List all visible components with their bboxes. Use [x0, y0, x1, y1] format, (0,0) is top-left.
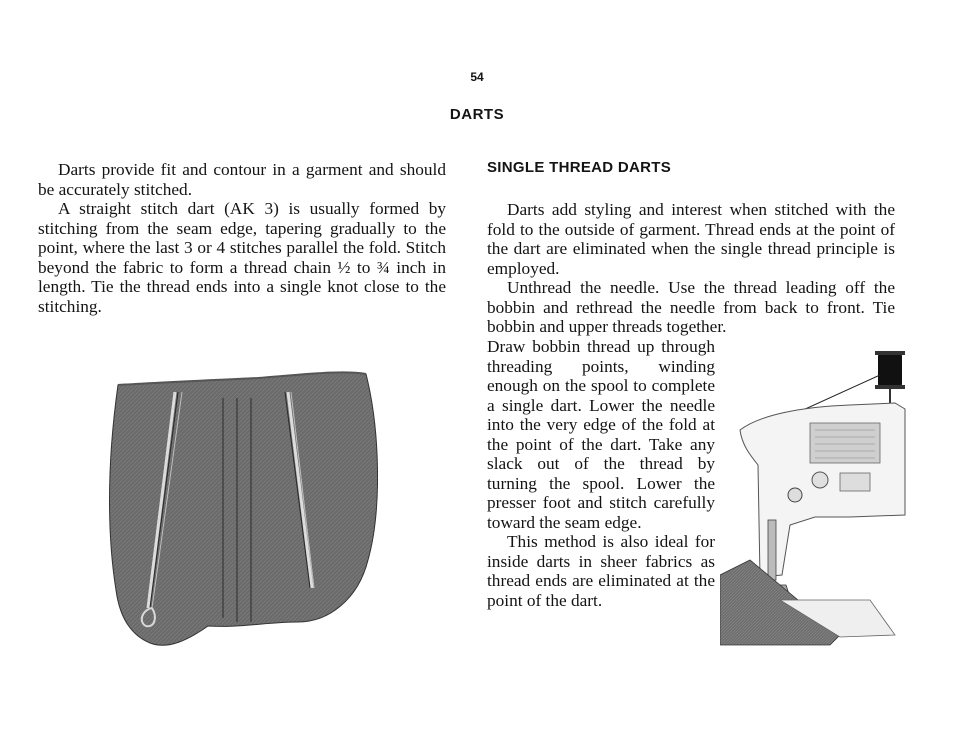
tension-dial: [788, 488, 802, 502]
machine-knob: [840, 473, 870, 491]
right-narrow-paragraph-2: This method is also ideal for inside darts in sheer fabrics as thread ends are eliminated at the point of the dart.: [487, 532, 715, 610]
right-paragraph-2: Unthread the needle. Use the thread leading off the bobbin and rethread the needle from back to front. Tie bobbin and upper threads together.: [487, 278, 895, 336]
page-number: 54: [470, 70, 484, 84]
machine-panel: [810, 423, 880, 463]
left-column: [38, 160, 446, 316]
right-column-narrow: [487, 337, 715, 610]
right-narrow-paragraph-1: Draw bobbin thread up through threading points, winding enough on the spool to complete a single dart. Lower the needle into the very edge of the fold at the point of the dart. Take any slack out of the thread by turning the spool. Lower the presser foot and stitch carefully toward the seam edge.: [487, 337, 715, 532]
page-title: DARTS: [449, 106, 505, 123]
machine-dial: [812, 472, 828, 488]
fabric-dart-illustration: [98, 360, 378, 650]
right-paragraph-1: Darts add styling and interest when stitched with the fold to the outside of garment. Thread ends at the point of the dart are eliminated when the single thread principle is employed.: [487, 200, 895, 278]
spool-icon: [875, 351, 905, 405]
needle-bar: [768, 520, 776, 580]
left-paragraph-1: Darts provide fit and contour in a garment and should be accurately stitched.: [38, 160, 446, 199]
sewing-machine-illustration: [720, 345, 920, 650]
right-column: [487, 200, 895, 337]
section-heading: SINGLE THREAD DARTS: [487, 159, 672, 176]
left-paragraph-2: A straight stitch dart (AK 3) is usually formed by stitching from the seam edge, tapering gradually to the point, where the last 3 or 4 stitches parallel the fold. Stitch beyond the fabric to form a thread chain ½ to ¾ inch in length. Tie the thread ends into a single knot close to the stitching.: [38, 199, 446, 316]
